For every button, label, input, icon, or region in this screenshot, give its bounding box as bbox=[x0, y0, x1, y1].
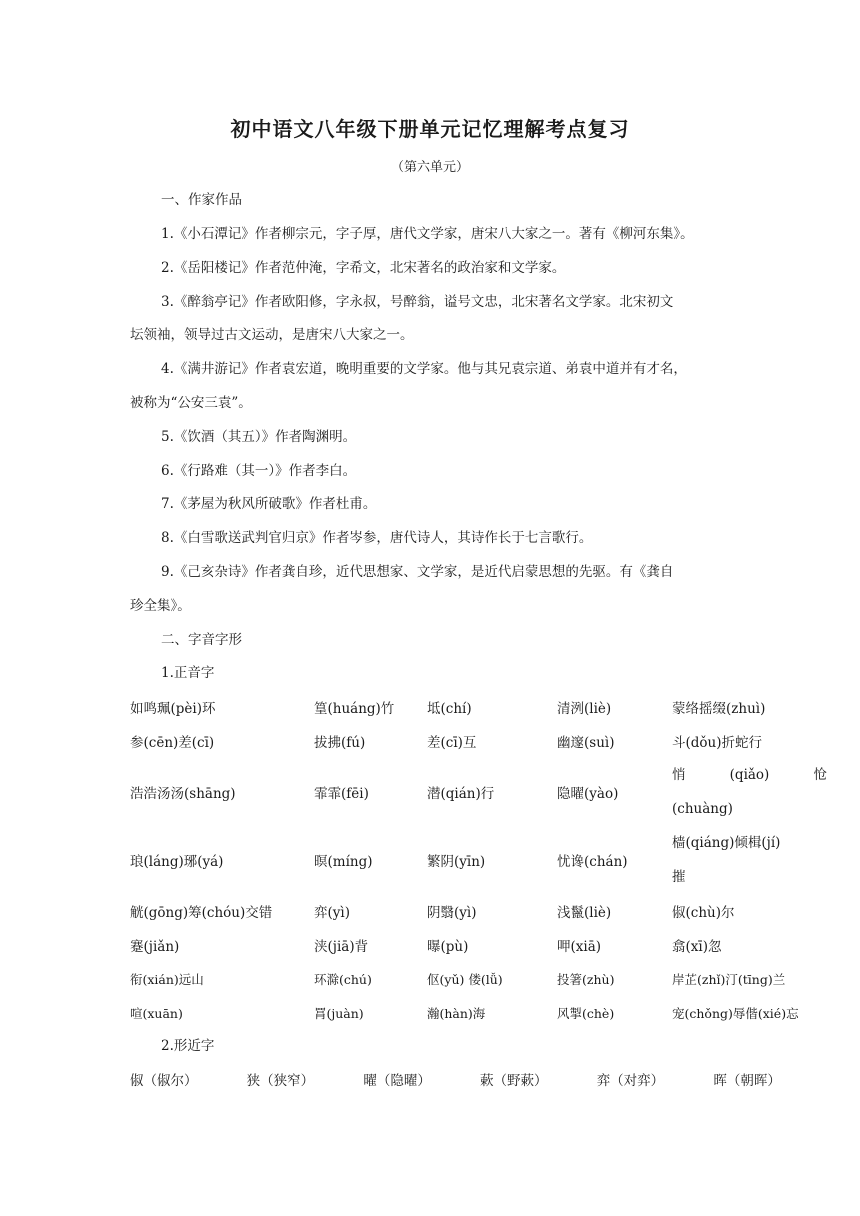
table-cell: 幽邃(suì) bbox=[557, 735, 615, 751]
author-item-8: 8.《白雪歌送武判官归京》作者岑参，唐代诗人，其诗作长于七言歌行。 bbox=[161, 530, 593, 546]
table-cell: 宠(chǒng)辱偕(xié)忘 bbox=[672, 1006, 799, 1021]
similar-char-item: 狭（狭窄） bbox=[246, 1073, 315, 1089]
table-row bbox=[130, 928, 827, 962]
author-item-9-cont: 珍全集》。 bbox=[130, 598, 191, 614]
table-cell: 潜(qián)行 bbox=[427, 786, 495, 802]
table-cell: 风掣(chè) bbox=[557, 1006, 615, 1021]
table-cell: 浃(jiā)背 bbox=[314, 939, 369, 955]
table-cell: 投箸(zhù) bbox=[557, 972, 615, 987]
table-cell: 翕(xī)忽 bbox=[672, 939, 722, 955]
author-item-7: 7.《茅屋为秋风所破歌》作者杜甫。 bbox=[161, 496, 377, 512]
section-heading-pronunciation: 二、字音字形 bbox=[161, 632, 242, 648]
table-cell-wrapped bbox=[672, 826, 827, 894]
wrapped-text: 悄 bbox=[672, 767, 686, 783]
wrapped-text: 樯(qiáng)倾楫(jí) bbox=[672, 835, 781, 851]
subheading-similar-chars: 2.形近字 bbox=[161, 1038, 215, 1054]
table-cell: 暝(míng) bbox=[314, 854, 373, 870]
wrapped-text: (qiǎo) bbox=[729, 767, 770, 783]
subheading-correct-pronunciation: 1.正音字 bbox=[161, 665, 215, 681]
table-row bbox=[130, 826, 827, 894]
table-row bbox=[130, 894, 827, 928]
table-row bbox=[130, 996, 827, 1030]
table-cell: 蹇(jiǎn) bbox=[130, 939, 180, 955]
table-cell: 差(cī)互 bbox=[427, 735, 477, 751]
author-item-3: 3.《醉翁亭记》作者欧阳修，字永叔，号醉翁，谥号文忠，北宋著名文学家。北宋初文 bbox=[161, 294, 674, 310]
wrapped-text: (chuàng) bbox=[672, 801, 733, 817]
table-cell: 俶(chù)尔 bbox=[672, 905, 735, 921]
table-cell: 如鸣珮(pèi)环 bbox=[130, 701, 216, 717]
table-cell: 斗(dǒu)折蛇行 bbox=[672, 735, 762, 751]
table-cell: 岸芷(zhǐ)汀(tīng)兰 bbox=[672, 972, 786, 987]
pronunciation-table bbox=[130, 690, 827, 1030]
author-item-4-cont: 被称为“公安三袁”。 bbox=[130, 395, 252, 411]
similar-char-item: 蔌（野蔌） bbox=[480, 1073, 548, 1089]
table-cell: 琅(láng)琊(yá) bbox=[130, 854, 224, 870]
table-row bbox=[130, 724, 827, 758]
table-cell: 觥(gōng)筹(chóu)交错 bbox=[130, 905, 273, 921]
table-row bbox=[130, 690, 827, 724]
table-cell: 清洌(liè) bbox=[557, 701, 612, 717]
table-cell: 蒙络摇缀(zhuì) bbox=[672, 701, 766, 717]
author-item-5: 5.《饮酒（其五）》作者陶渊明。 bbox=[161, 429, 357, 445]
table-row bbox=[130, 962, 827, 996]
author-item-2: 2.《岳阳楼记》作者范仲淹，字希文，北宋著名的政治家和文学家。 bbox=[161, 260, 566, 276]
similar-char-item: 曜（隐曜） bbox=[363, 1073, 431, 1089]
table-cell: 环滁(chú) bbox=[314, 972, 372, 987]
table-cell: 喧(xuān) bbox=[130, 1006, 183, 1021]
author-item-1: 1.《小石潭记》作者柳宗元，字子厚，唐代文学家，唐宋八大家之一。著有《柳河东集》。 bbox=[161, 226, 694, 242]
page-title: 初中语文八年级下册单元记忆理解考点复习 bbox=[230, 117, 630, 141]
author-item-9: 9.《己亥杂诗》作者龚自珍，近代思想家、文学家，是近代启蒙思想的先驱。有《龚自 bbox=[161, 564, 674, 580]
similar-chars-row bbox=[130, 1069, 830, 1089]
author-item-3-cont: 坛领袖，领导过古文运动，是唐宋八大家之一。 bbox=[130, 327, 414, 343]
table-cell: 瀚(hàn)海 bbox=[427, 1006, 486, 1021]
table-cell: 伛(yǔ) 偻(lǚ) bbox=[427, 972, 503, 987]
table-cell: 曝(pù) bbox=[427, 939, 469, 955]
table-cell: 呷(xiā) bbox=[557, 939, 602, 955]
page-subtitle: （第六单元） bbox=[390, 160, 469, 175]
similar-char-item: 晖（朝晖） bbox=[713, 1073, 781, 1089]
wrapped-text: 怆 bbox=[813, 767, 827, 783]
table-cell: 阴翳(yì) bbox=[427, 905, 477, 921]
table-cell: 忧谗(chán) bbox=[557, 854, 628, 870]
table-cell: 拔拂(fú) bbox=[314, 735, 366, 751]
table-cell: 弈(yì) bbox=[314, 905, 350, 921]
author-item-6: 6.《行路难（其一）》作者李白。 bbox=[161, 463, 357, 479]
table-cell: 篁(huáng)竹 bbox=[314, 701, 395, 717]
table-cell: 繁阴(yīn) bbox=[427, 854, 486, 870]
similar-char-item: 弈（对弈） bbox=[596, 1073, 665, 1089]
table-cell: 罥(juàn) bbox=[314, 1006, 364, 1021]
table-row bbox=[130, 758, 827, 826]
author-item-4: 4.《满井游记》作者袁宏道，晚明重要的文学家。他与其兄袁宗道、弟袁中道并有才名， bbox=[161, 361, 687, 377]
table-cell: 参(cēn)差(cī) bbox=[130, 735, 215, 751]
table-cell: 坻(chí) bbox=[427, 701, 472, 717]
table-cell: 浩浩汤汤(shāng) bbox=[130, 786, 236, 802]
similar-char-item: 俶（俶尔） bbox=[130, 1073, 198, 1089]
table-cell: 隐曜(yào) bbox=[557, 786, 619, 802]
table-cell-wrapped bbox=[672, 758, 827, 826]
table-cell: 浅鬣(liè) bbox=[557, 905, 612, 921]
table-cell: 霏霏(fēi) bbox=[314, 786, 369, 802]
section-heading-authors: 一、作家作品 bbox=[161, 192, 242, 208]
wrapped-text: 摧 bbox=[672, 869, 686, 885]
table-cell: 衔(xián)远山 bbox=[130, 972, 204, 987]
